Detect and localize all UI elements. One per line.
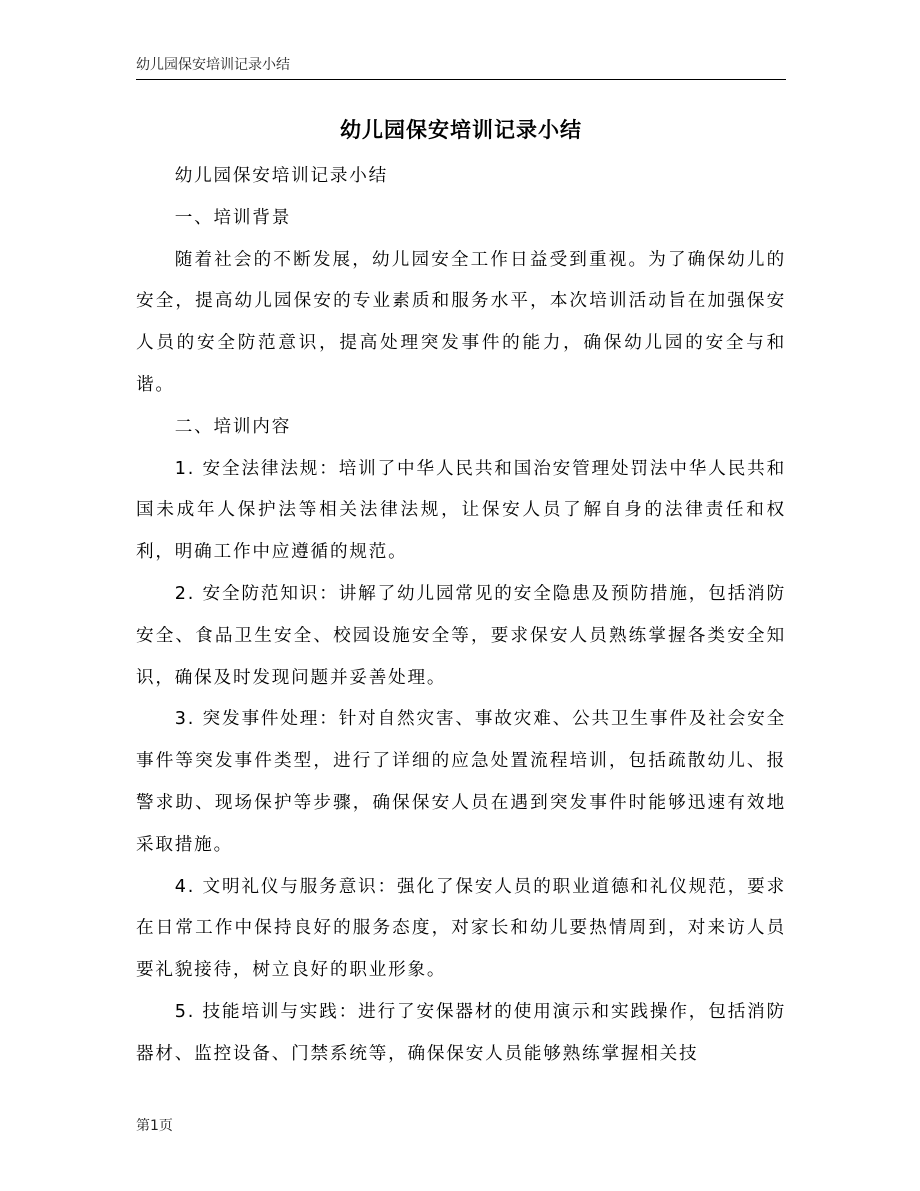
list-item-etiquette: 4. 文明礼仪与服务意识：强化了保安人员的职业道德和礼仪规范，要求在日常工作中保持良好的服务态度，对家长和幼儿要热情周到，对来访人员要礼貌接待，树立良好的职业形象。 (136, 876, 786, 981)
list-item-emergency: 3. 突发事件处理：针对自然灾害、事故灾难、公共卫生事件及社会安全事件等突发事件类型，进行了详细的应急处置流程培训，包括疏散幼儿、报警求助、现场保护等步骤，确保保安人员在遇到突发事件时能够迅速有效地采取措施。 (136, 709, 786, 855)
document-title: 幼儿园保安培训记录小结 (340, 118, 582, 142)
section-heading-content: 二、培训内容 (174, 416, 292, 437)
paragraph-subtitle: 幼儿园保安培训记录小结 (174, 166, 389, 186)
page-number: 第1页 (136, 1118, 173, 1134)
list-item-legal: 1. 安全法律法规：培训了中华人民共和国治安管理处罚法中华人民共和国未成年人保护法等相关法律法规，让保安人员了解自身的法律责任和权利，明确工作中应遵循的规范。 (136, 458, 786, 563)
running-header: 幼儿园保安培训记录小结 (136, 57, 290, 73)
paragraph-background: 随着社会的不断发展，幼儿园安全工作日益受到重视。为了确保幼儿的安全，提高幼儿园保安的专业素质和服务水平，本次培训活动旨在加强保安人员的安全防范意识，提高处理突发事件的能力，确保幼儿园的安全与和谐。 (136, 249, 786, 395)
header-divider (136, 79, 786, 80)
section-heading-background: 一、培训背景 (174, 207, 292, 228)
document-body (136, 156, 786, 1076)
list-item-skills: 5. 技能培训与实践：进行了安保器材的使用演示和实践操作，包括消防器材、监控设备、门禁系统等，确保保安人员能够熟练掌握相关技 (136, 1001, 786, 1064)
list-item-prevention: 2. 安全防范知识：讲解了幼儿园常见的安全隐患及预防措施，包括消防安全、食品卫生安全、校园设施安全等，要求保安人员熟练掌握各类安全知识，确保及时发现问题并妥善处理。 (136, 583, 786, 688)
